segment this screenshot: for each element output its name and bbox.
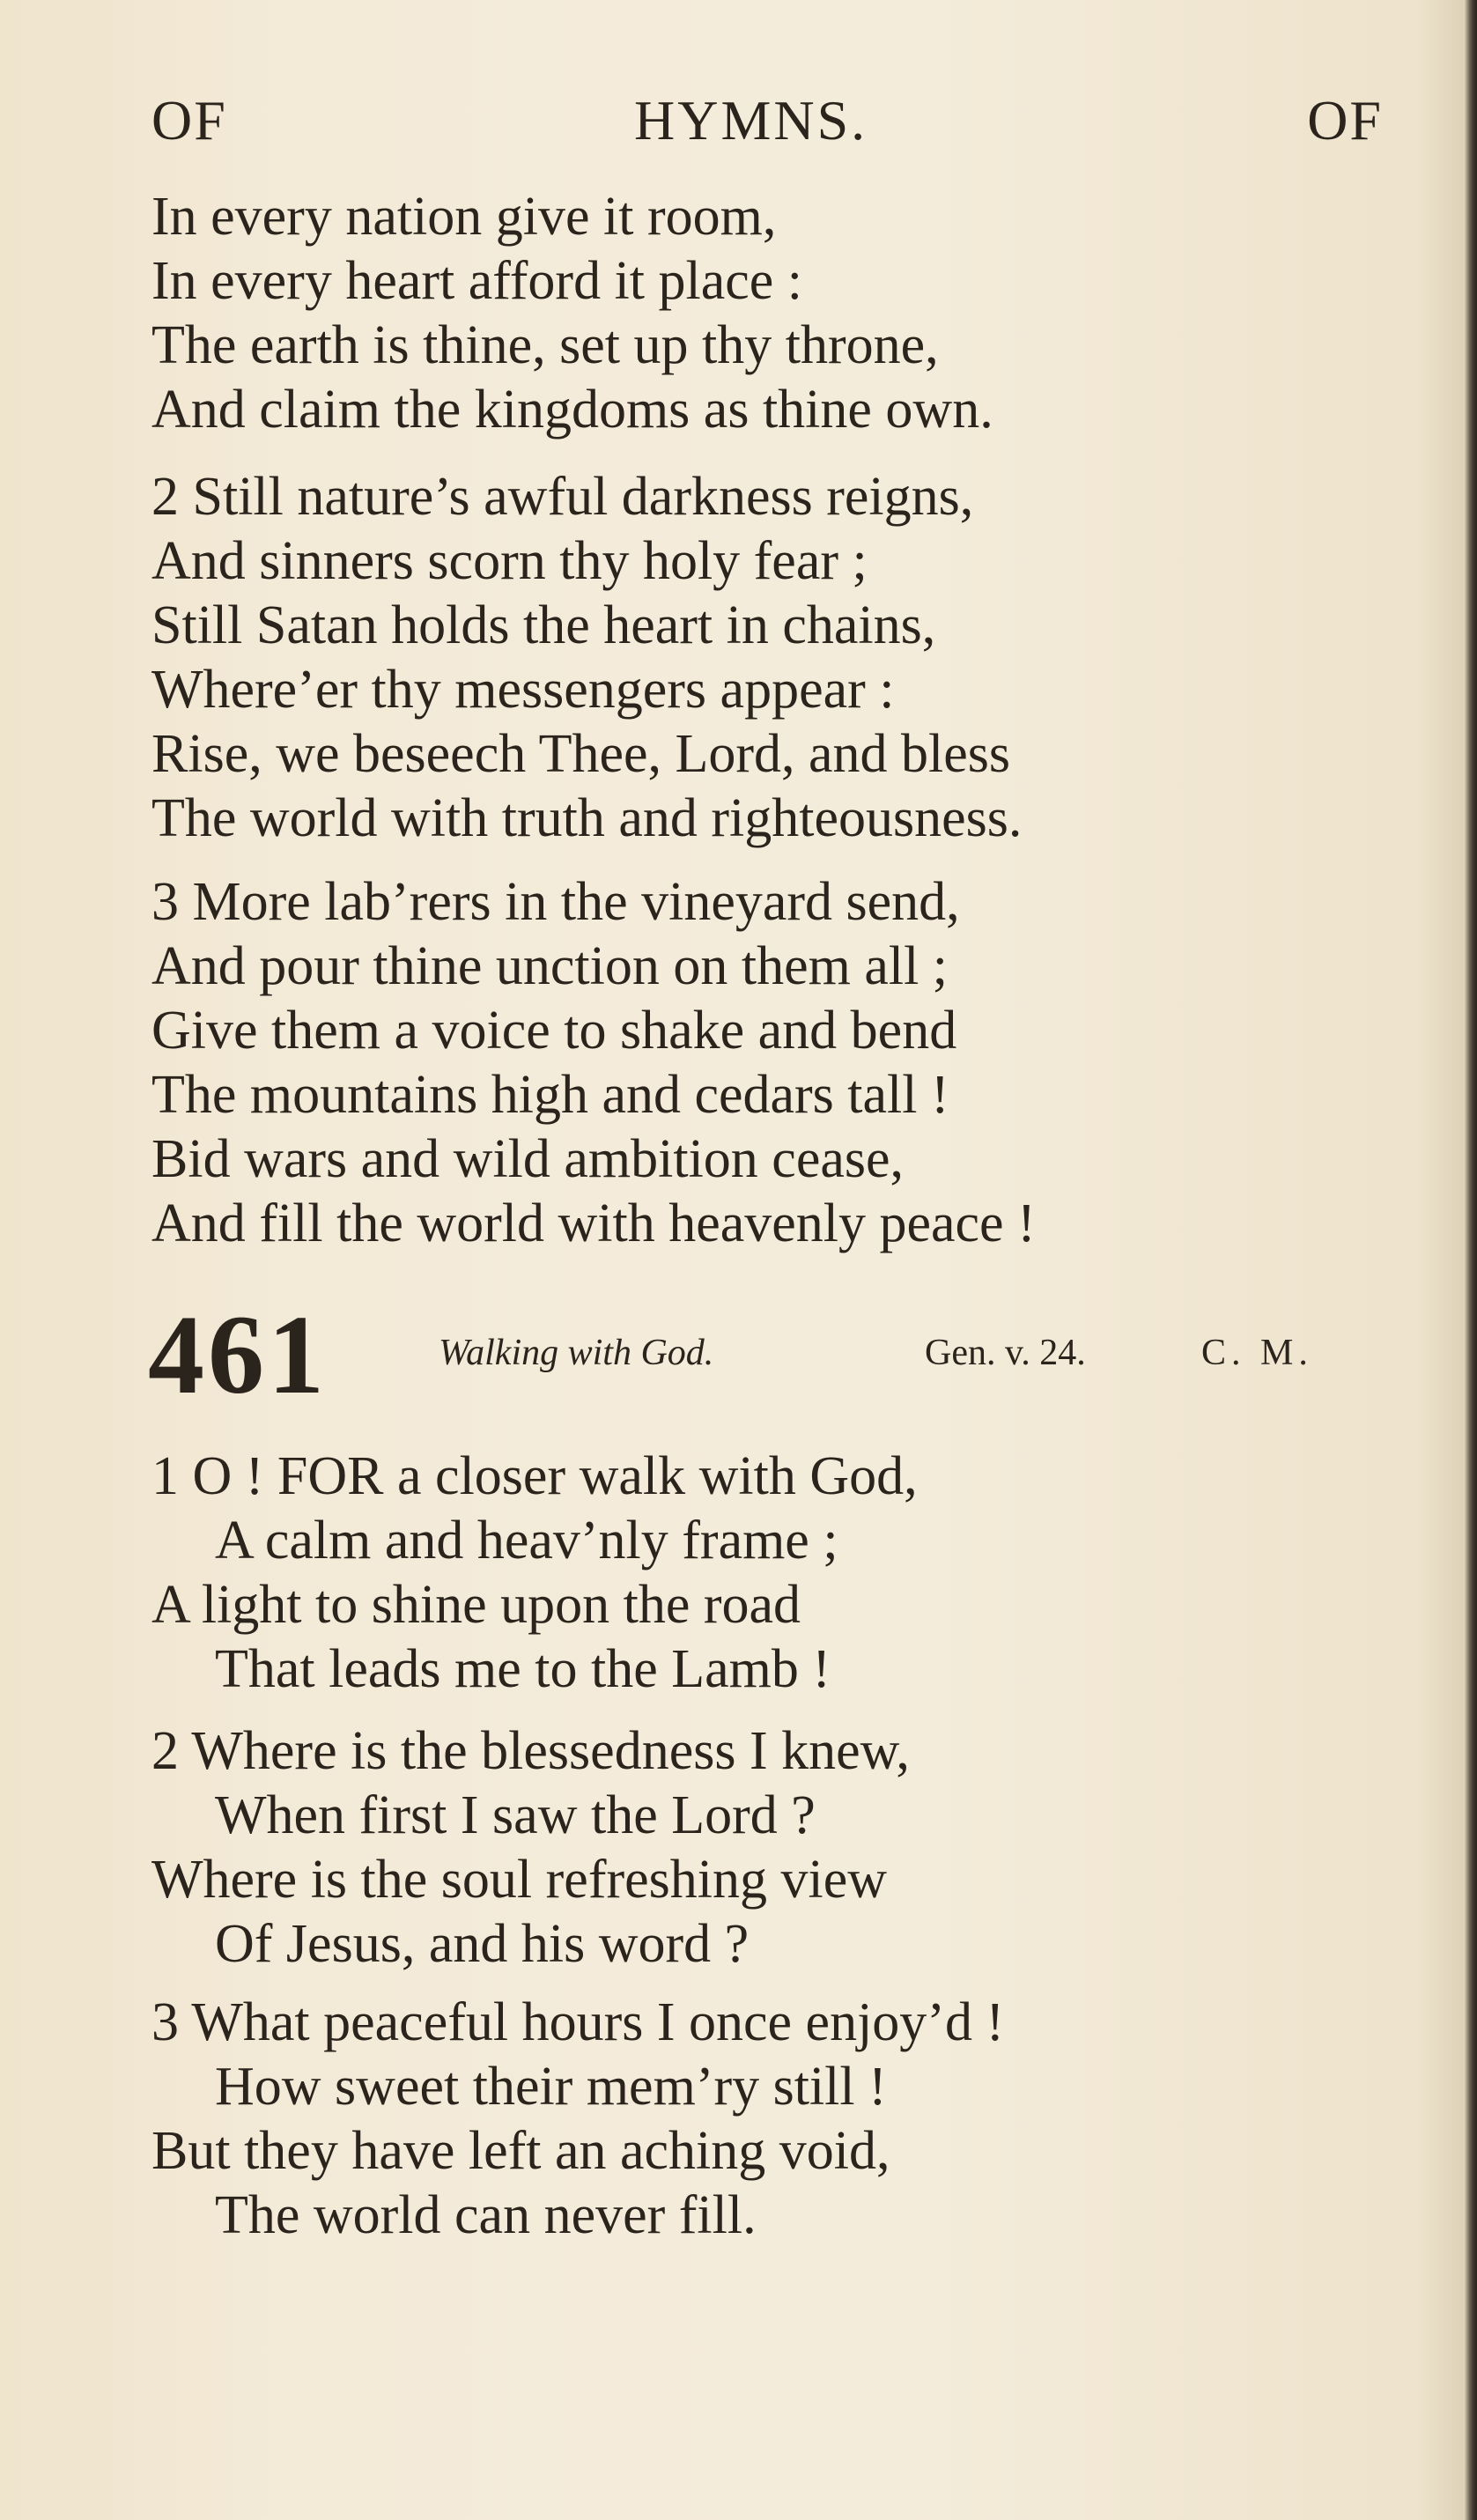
verse-line: In every nation give it room, xyxy=(151,187,777,247)
verse-line: But they have left an aching void, xyxy=(151,2121,890,2181)
page-binding-edge xyxy=(1465,0,1477,2520)
prev-hymn-stanza-1 xyxy=(151,185,1385,442)
hymn-heading xyxy=(148,1292,1399,1417)
header-left: OF xyxy=(151,89,227,151)
verse-line: The earth is thine, set up thy throne, xyxy=(151,315,939,375)
verse-line: Bid wars and wild ambition cease, xyxy=(151,1129,905,1189)
verse-line: 3 What peaceful hours I once enjoy’d ! xyxy=(151,1992,1005,2052)
verse-line: In every heart afford it place : xyxy=(151,251,803,311)
hymn-number: 461 xyxy=(148,1292,328,1417)
verse-line: 1 O ! FOR a closer walk with God, xyxy=(151,1446,918,1506)
verse-line: Still Satan holds the heart in chains, xyxy=(151,595,936,655)
verse-line: Where’er thy messengers appear : xyxy=(151,660,895,720)
verse-line: How sweet their mem’ry still ! xyxy=(215,2057,887,2117)
hymn-meter: C. M. xyxy=(1201,1333,1313,1373)
verse-line: Give them a voice to shake and bend xyxy=(151,1001,957,1060)
verse-line: A calm and heav’nly frame ; xyxy=(215,1511,838,1570)
verse-line: Where is the soul refreshing view xyxy=(151,1850,888,1910)
verse-line: When first I saw the Lord ? xyxy=(215,1785,816,1845)
scripture-reference: Gen. v. 24. xyxy=(925,1333,1086,1373)
prev-hymn-stanza-2 xyxy=(151,465,1385,851)
verse-line: The mountains high and cedars tall ! xyxy=(151,1065,949,1125)
hymn-461-stanza-3 xyxy=(151,1991,1385,2248)
hymn-461-stanza-1 xyxy=(151,1445,1385,1702)
verse-line: Rise, we beseech Thee, Lord, and bless xyxy=(151,724,1011,784)
verse-line: And claim the kingdoms as thine own. xyxy=(151,380,993,440)
header-right: OF xyxy=(1307,89,1383,151)
hymn-461-stanza-2 xyxy=(151,1719,1385,1977)
verse-line: 2 Still nature’s awful darkness reigns, xyxy=(151,467,974,527)
running-header xyxy=(151,88,1383,167)
verse-line: And pour thine unction on them all ; xyxy=(151,936,949,996)
verse-line: 3 More lab’rers in the vineyard send, xyxy=(151,872,960,932)
verse-line: That leads me to the Lamb ! xyxy=(215,1639,831,1699)
header-title: HYMNS. xyxy=(634,89,868,151)
hymn-title: Walking with God. xyxy=(439,1333,714,1373)
verse-line: The world with truth and righteousness. xyxy=(151,788,1023,848)
verse-line: The world can never fill. xyxy=(215,2185,757,2245)
prev-hymn-stanza-3 xyxy=(151,870,1385,1256)
verse-line: And fill the world with heavenly peace ! xyxy=(151,1193,1036,1253)
verse-line: 2 Where is the blessedness I knew, xyxy=(151,1721,910,1781)
verse-line: A light to shine upon the road xyxy=(151,1575,801,1635)
verse-line: Of Jesus, and his word ? xyxy=(215,1914,750,1974)
verse-line: And sinners scorn thy holy fear ; xyxy=(151,531,868,591)
